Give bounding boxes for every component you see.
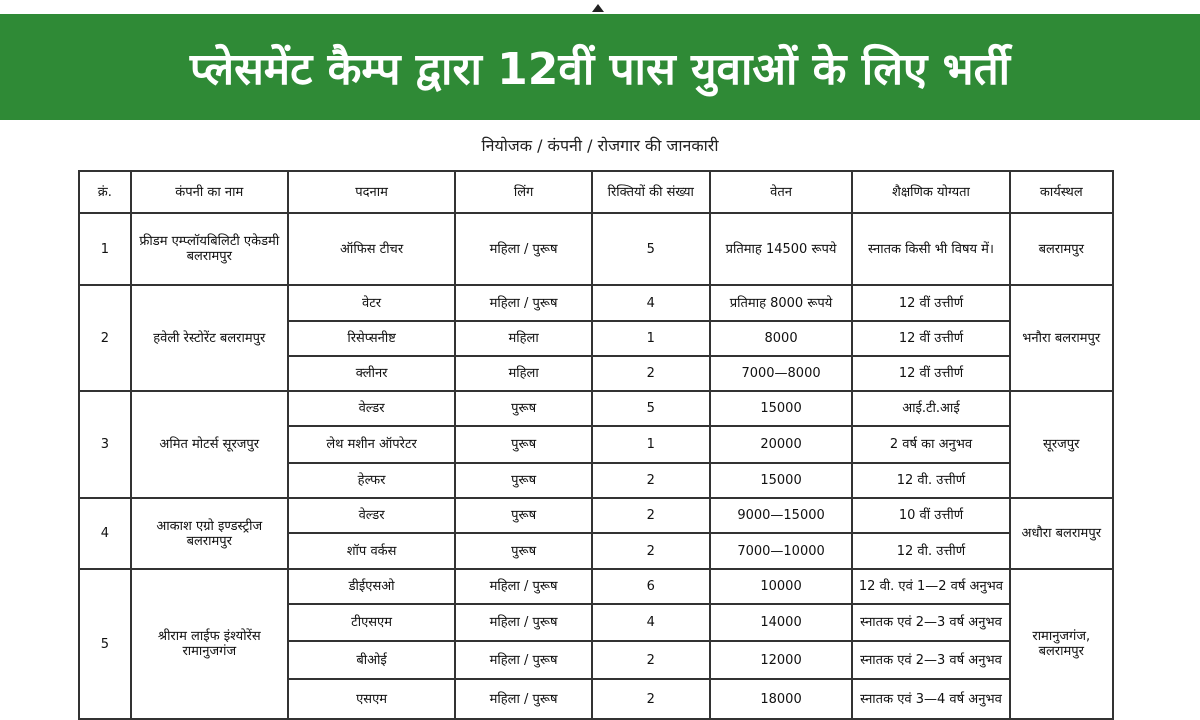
location-cell: बलरामपुर	[1010, 213, 1113, 285]
company-name-cell: श्रीराम लाईफ इंश्योरेंस रामानुजगंज	[131, 569, 288, 719]
vacancy-count-cell: 1	[592, 321, 710, 356]
serial-cell: 5	[79, 569, 131, 719]
salary-cell: 8000	[710, 321, 853, 356]
vacancy-count-cell: 2	[592, 463, 710, 498]
jobs-table-container	[78, 170, 1114, 720]
post-cell: हेल्फर	[288, 463, 456, 498]
header-company: कंपनी का नाम	[131, 171, 288, 213]
salary-cell: 12000	[710, 641, 853, 679]
location-cell: भनौरा बलरामपुर	[1010, 285, 1113, 391]
table-row	[79, 213, 1113, 285]
header-serial: क्रं.	[79, 171, 131, 213]
location-cell: रामानुजगंज, बलरामपुर	[1010, 569, 1113, 719]
table-body	[79, 213, 1113, 719]
company-name-cell: आकाश एग्रो इण्डस्ट्रीज बलरामपुर	[131, 498, 288, 569]
banner-title: प्लेसमेंट कैम्प द्वारा 12वीं पास युवाओं के लिए भर्ती	[189, 44, 1011, 95]
post-cell: बीओई	[288, 641, 456, 679]
gender-cell: पुरूष	[455, 426, 591, 463]
gender-cell: पुरूष	[455, 533, 591, 569]
gender-cell: महिला / पुरूष	[455, 569, 591, 604]
salary-cell: 7000—10000	[710, 533, 853, 569]
vacancy-count-cell: 6	[592, 569, 710, 604]
qualification-cell: 12 वी. एवं 1—2 वर्ष अनुभव	[852, 569, 1009, 604]
title-banner	[0, 14, 1200, 120]
jobs-table	[78, 170, 1114, 720]
table-row	[79, 498, 1113, 533]
post-cell: डीईएसओ	[288, 569, 456, 604]
table-row	[79, 391, 1113, 426]
qualification-cell: 2 वर्ष का अनुभव	[852, 426, 1009, 463]
header-row	[79, 171, 1113, 213]
header-location: कार्यस्थल	[1010, 171, 1113, 213]
salary-cell: 7000—8000	[710, 356, 853, 391]
vacancy-count-cell: 5	[592, 391, 710, 426]
post-cell: शॉप वर्कस	[288, 533, 456, 569]
salary-cell: 20000	[710, 426, 853, 463]
gender-cell: पुरूष	[455, 463, 591, 498]
top-marker	[592, 4, 604, 12]
qualification-cell: आई.टी.आई	[852, 391, 1009, 426]
header-post: पदनाम	[288, 171, 456, 213]
salary-cell: प्रतिमाह 14500 रूपये	[710, 213, 853, 285]
post-cell: लेथ मशीन ऑपरेटर	[288, 426, 456, 463]
table-row	[79, 285, 1113, 321]
vacancy-count-cell: 2	[592, 356, 710, 391]
qualification-cell: स्नातक एवं 2—3 वर्ष अनुभव	[852, 641, 1009, 679]
qualification-cell: 12 वी. उत्तीर्ण	[852, 533, 1009, 569]
vacancy-count-cell: 4	[592, 285, 710, 321]
vacancy-count-cell: 2	[592, 641, 710, 679]
vacancy-count-cell: 4	[592, 604, 710, 641]
post-cell: वेटर	[288, 285, 456, 321]
post-cell: ऑफिस टीचर	[288, 213, 456, 285]
gender-cell: महिला	[455, 356, 591, 391]
gender-cell: महिला / पुरूष	[455, 641, 591, 679]
qualification-cell: 12 वी. उत्तीर्ण	[852, 463, 1009, 498]
company-name-cell: फ्रीडम एम्प्लॉयबिलिटी एकेडमी बलरामपुर	[131, 213, 288, 285]
company-name-cell: अमित मोटर्स सूरजपुर	[131, 391, 288, 498]
post-cell: क्लीनर	[288, 356, 456, 391]
qualification-cell: स्नातक एवं 3—4 वर्ष अनुभव	[852, 679, 1009, 719]
post-cell: रिसेप्सनीष्ट	[288, 321, 456, 356]
salary-cell: प्रतिमाह 8000 रूपये	[710, 285, 853, 321]
post-cell: वेल्डर	[288, 498, 456, 533]
qualification-cell: 10 वीं उत्तीर्ण	[852, 498, 1009, 533]
qualification-cell: 12 वीं उत्तीर्ण	[852, 356, 1009, 391]
salary-cell: 9000—15000	[710, 498, 853, 533]
serial-cell: 1	[79, 213, 131, 285]
gender-cell: महिला / पुरूष	[455, 679, 591, 719]
salary-cell: 15000	[710, 391, 853, 426]
qualification-cell: 12 वीं उत्तीर्ण	[852, 321, 1009, 356]
qualification-cell: स्नातक एवं 2—3 वर्ष अनुभव	[852, 604, 1009, 641]
serial-cell: 3	[79, 391, 131, 498]
header-qualification: शैक्षणिक योग्यता	[852, 171, 1009, 213]
serial-cell: 4	[79, 498, 131, 569]
vacancy-count-cell: 2	[592, 533, 710, 569]
header-gender: लिंग	[455, 171, 591, 213]
gender-cell: महिला / पुरूष	[455, 604, 591, 641]
table-subtitle: नियोजक / कंपनी / रोजगार की जानकारी	[481, 136, 719, 155]
vacancy-count-cell: 1	[592, 426, 710, 463]
qualification-cell: स्नातक किसी भी विषय में।	[852, 213, 1009, 285]
gender-cell: महिला / पुरूष	[455, 285, 591, 321]
header-vacancies: रिक्तियों की संख्या	[592, 171, 710, 213]
location-cell: अधौरा बलरामपुर	[1010, 498, 1113, 569]
company-name-cell: हवेली रेस्टोरेंट बलरामपुर	[131, 285, 288, 391]
vacancy-count-cell: 5	[592, 213, 710, 285]
header-salary: वेतन	[710, 171, 853, 213]
vacancy-count-cell: 2	[592, 679, 710, 719]
post-cell: एसएम	[288, 679, 456, 719]
salary-cell: 10000	[710, 569, 853, 604]
salary-cell: 14000	[710, 604, 853, 641]
location-cell: सूरजपुर	[1010, 391, 1113, 498]
vacancy-count-cell: 2	[592, 498, 710, 533]
salary-cell: 15000	[710, 463, 853, 498]
gender-cell: महिला	[455, 321, 591, 356]
gender-cell: महिला / पुरूष	[455, 213, 591, 285]
qualification-cell: 12 वीं उत्तीर्ण	[852, 285, 1009, 321]
salary-cell: 18000	[710, 679, 853, 719]
serial-cell: 2	[79, 285, 131, 391]
table-row	[79, 569, 1113, 604]
gender-cell: पुरूष	[455, 498, 591, 533]
post-cell: वेल्डर	[288, 391, 456, 426]
gender-cell: पुरूष	[455, 391, 591, 426]
post-cell: टीएसएम	[288, 604, 456, 641]
